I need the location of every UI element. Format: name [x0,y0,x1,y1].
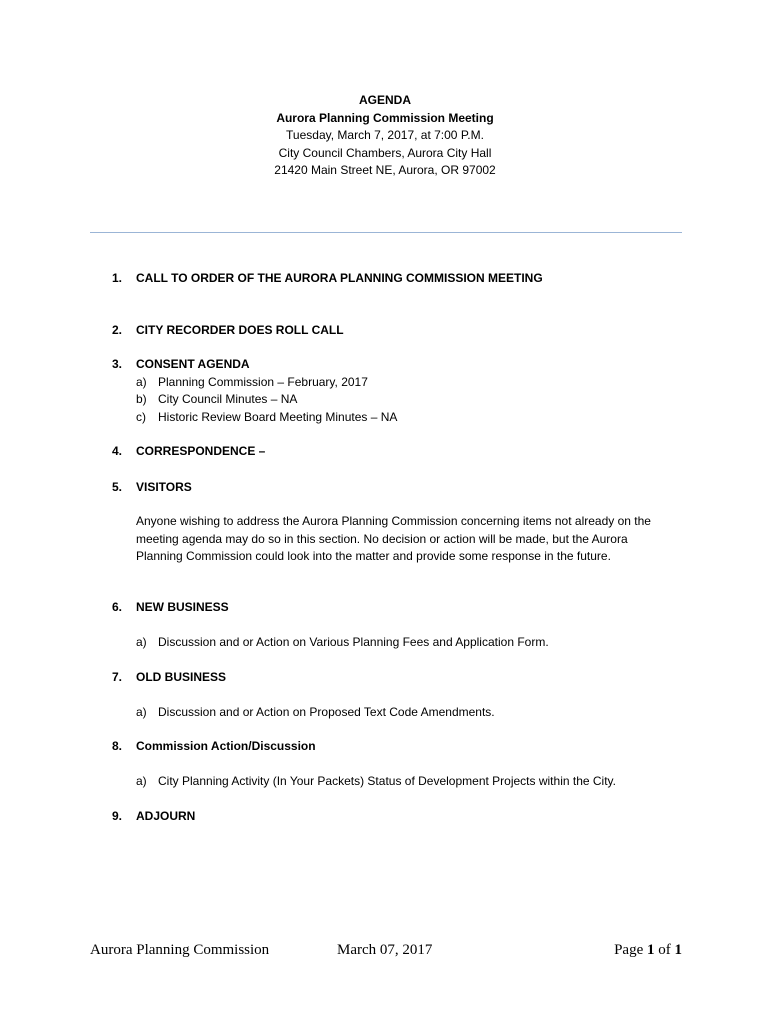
agenda-title: AGENDA [358,93,411,107]
sub-item-letter: b) [136,392,147,406]
sub-item-letter: a) [136,635,147,649]
sub-item-letter: a) [136,774,147,788]
item-number: 3. [112,357,123,371]
sub-item [136,374,368,392]
item-title: ADJOURN [136,809,196,823]
meeting-name: Aurora Planning Commission Meeting [276,110,494,125]
meeting-datetime: Tuesday, March 7, 2017, at 7:00 P.M. [286,128,484,142]
item-number: 4. [112,444,123,458]
page-number [614,942,682,959]
footer-date: March 07, 2017 [337,942,433,958]
meeting-address: 21420 Main Street NE, Aurora, OR 97002 [274,163,496,177]
sub-item-letter: a) [136,705,147,719]
sub-item-letter: a) [136,375,147,389]
sub-item [136,634,549,652]
item-title: Commission Action/Discussion [136,739,316,753]
sub-item [136,409,397,427]
item-number: 2. [112,323,123,337]
sub-item [136,391,297,409]
item-number: 6. [112,600,123,614]
meeting-location: City Council Chambers, Aurora City Hall [278,145,492,160]
visitors-paragraph: Anyone wishing to address the Aurora Planning Commission concerning items not already on the meeting agenda may do so in this section. No decision or action will be made, but the Aurora Planning Commission could look into the matter and provide some response in the future. [136,514,651,563]
sub-item [136,704,495,722]
footer-organization: Aurora Planning Commission [90,942,270,958]
item-title: CONSENT AGENDA [136,357,250,371]
item-title: CORRESPONDENCE – [136,444,266,458]
item-number: 1. [112,271,123,285]
item-number: 7. [112,670,123,684]
header-divider [90,232,682,233]
item-number: 5. [112,480,123,494]
sub-item-text: Discussion and or Action on Various Planning Fees and Application Form. [158,635,549,649]
item-title: CITY RECORDER DOES ROLL CALL [136,323,344,337]
sub-item-text: Planning Commission – February, 2017 [158,375,368,389]
sub-item [136,773,616,791]
item-number: 9. [112,809,123,823]
sub-item-text: City Planning Activity (In Your Packets) Status of Development Projects within the City. [158,774,616,788]
sub-item-text: City Council Minutes – NA [158,392,298,406]
page-of-label: of [654,942,675,958]
agenda-header [0,92,770,180]
item-number: 8. [112,739,123,753]
item-title: OLD BUSINESS [136,670,227,684]
sub-item-text: Historic Review Board Meeting Minutes – NA [158,410,398,424]
page-footer [90,942,682,962]
sub-item-letter: c) [136,410,146,424]
item-title: CALL TO ORDER OF THE AURORA PLANNING COMMISSION MEETING [136,271,543,285]
page-current: 1 [647,942,655,958]
page-label: Page [614,942,647,958]
page-total: 1 [674,942,682,958]
sub-item-text: Discussion and or Action on Proposed Text Code Amendments. [158,705,495,719]
item-title: NEW BUSINESS [136,600,229,614]
item-title: VISITORS [136,480,192,494]
